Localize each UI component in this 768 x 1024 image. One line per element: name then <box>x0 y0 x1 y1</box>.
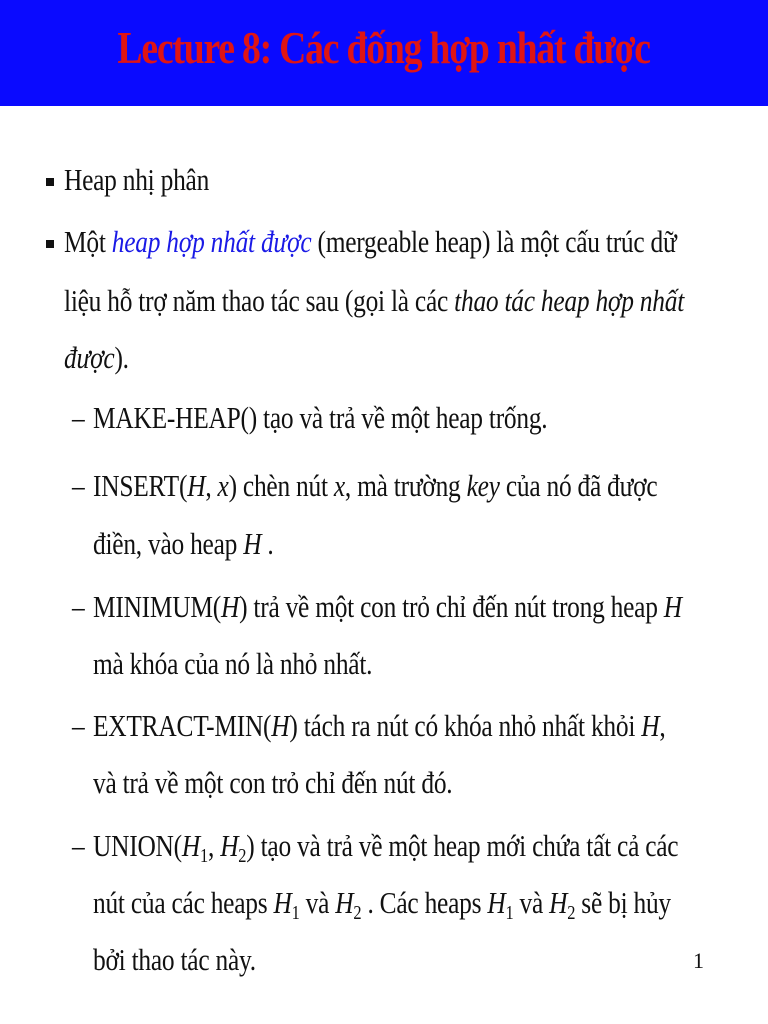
text: điền, vào heap <box>93 526 244 561</box>
text: INSERT( <box>93 468 188 503</box>
text: , <box>207 828 221 863</box>
var-h: H <box>549 885 568 920</box>
var-h: H <box>663 589 682 624</box>
page-number: 1 <box>693 948 704 973</box>
bullet-mergeable-line1 <box>64 224 677 260</box>
dash-marker: – <box>72 589 85 624</box>
subscript: 1 <box>505 902 514 924</box>
text: liệu hỗ trợ năm thao tác sau (gọi là các <box>64 283 455 318</box>
term-italic: được <box>64 340 115 375</box>
subscript: 2 <box>567 902 576 924</box>
var-h: H <box>271 708 290 743</box>
op-minimum-line2 <box>93 646 372 682</box>
bullet-square <box>46 240 54 248</box>
op-insert-line2 <box>93 526 274 562</box>
var-h: H <box>335 885 354 920</box>
var-x: x <box>217 468 229 503</box>
text: , mà trường <box>344 468 467 503</box>
var-h: H <box>187 468 206 503</box>
subscript: 1 <box>291 902 300 924</box>
bullet-mergeable-line3 <box>64 340 129 376</box>
text: và trả về một con trỏ chỉ đến nút đó. <box>93 765 453 800</box>
var-h: H <box>487 885 506 920</box>
dash-marker: – <box>72 400 85 435</box>
text: MINIMUM( <box>93 589 221 624</box>
var-h: H <box>220 828 239 863</box>
text: EXTRACT-MIN( <box>93 708 272 743</box>
text: Một <box>64 224 112 259</box>
op-minimum-line1 <box>93 589 682 625</box>
bullet-heap-nhi-phan <box>64 162 209 198</box>
subscript: 2 <box>353 902 362 924</box>
text: và <box>299 885 336 920</box>
var-key: key <box>466 468 500 503</box>
op-extract-min-line1 <box>93 708 666 744</box>
term-highlight: heap hợp nhất được <box>111 224 312 259</box>
var-h: H <box>243 526 262 561</box>
op-union-line3 <box>93 942 256 978</box>
text: , <box>205 468 218 503</box>
bullet-square <box>46 178 54 186</box>
text: UNION( <box>93 828 182 863</box>
op-insert-line1 <box>93 468 657 504</box>
text: ) tạo và trả về một heap mới chứa tất cả các <box>246 828 679 863</box>
var-x: x <box>333 468 345 503</box>
term-italic: thao tác heap hợp nhất <box>454 283 685 318</box>
var-h: H <box>641 708 660 743</box>
text: . <box>261 526 274 561</box>
op-extract-min-line2 <box>93 765 452 801</box>
text: . Các heaps <box>361 885 488 920</box>
var-h: H <box>220 589 240 624</box>
text: nút của các heaps <box>93 885 274 920</box>
var-h: H <box>273 885 292 920</box>
text: ). <box>114 340 129 375</box>
dash-marker: – <box>72 828 85 863</box>
op-union-line2 <box>93 885 671 925</box>
text: mà khóa của nó là nhỏ nhất. <box>93 646 373 681</box>
text: Heap nhị phân <box>64 162 210 197</box>
subscript: 2 <box>238 845 247 867</box>
slide-title: Lecture 8: Các đống hợp nhất được <box>117 21 651 73</box>
text: sẽ bị hủy <box>575 885 671 920</box>
text: ) tách ra nút có khóa nhỏ nhất khỏi <box>289 708 642 743</box>
subscript: 1 <box>200 845 208 867</box>
op-make-heap <box>93 400 547 436</box>
op-union-line1 <box>93 828 678 868</box>
text: và <box>513 885 550 920</box>
text: MAKE-HEAP() tạo và trả về một heap trống. <box>93 400 548 435</box>
var-h: H <box>181 828 201 863</box>
dash-marker: – <box>72 468 85 503</box>
text: , <box>659 708 666 743</box>
text: ) trả về một con trỏ chỉ đến nút trong heap <box>239 589 664 624</box>
text: (mergeable heap) là một cấu trúc dữ <box>311 224 677 259</box>
text: bởi thao tác này. <box>93 942 256 977</box>
text: của nó đã được <box>499 468 658 503</box>
text: ) chèn nút <box>228 468 334 503</box>
dash-marker: – <box>72 708 85 743</box>
bullet-mergeable-line2 <box>64 283 684 319</box>
